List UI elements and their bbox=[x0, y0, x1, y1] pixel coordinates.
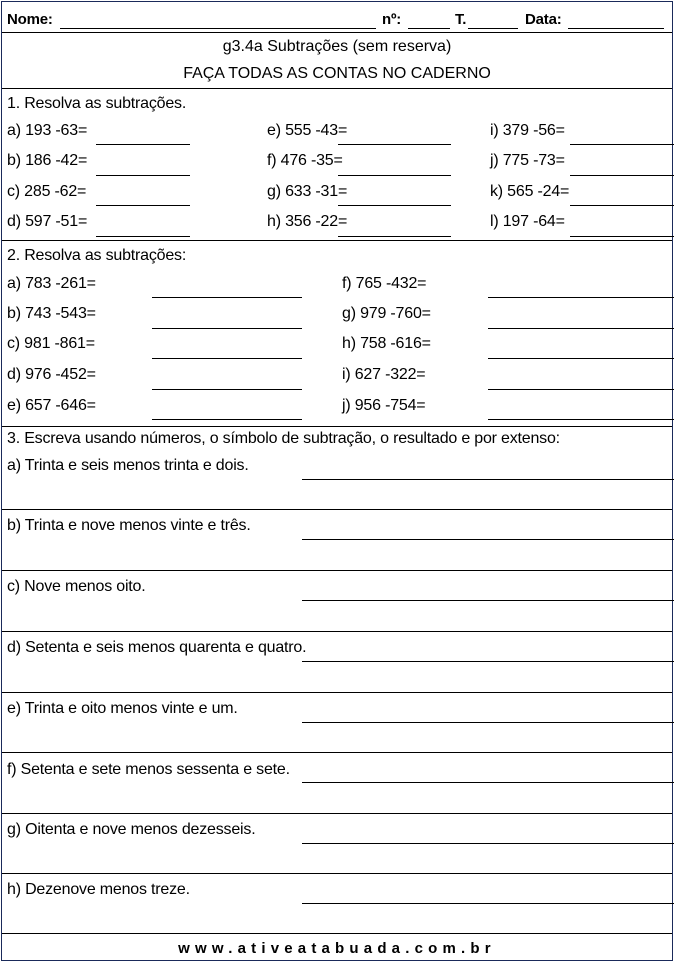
answer-line[interactable] bbox=[570, 236, 674, 237]
exercise-c: c) 285 -62= bbox=[7, 183, 87, 200]
number-field[interactable] bbox=[408, 28, 450, 29]
number-label: nº: bbox=[382, 11, 402, 28]
answer-line[interactable] bbox=[488, 297, 674, 298]
exercise-e: e) 555 -43= bbox=[267, 122, 348, 139]
answer-line[interactable] bbox=[488, 389, 674, 390]
website-footer: www.ativeatabuada.com.br bbox=[178, 940, 496, 957]
answer-line-full[interactable] bbox=[2, 509, 672, 510]
answer-line-full[interactable] bbox=[2, 813, 672, 814]
exercise-j: j) 775 -73= bbox=[490, 152, 565, 169]
answer-line[interactable] bbox=[302, 661, 674, 662]
answer-line[interactable] bbox=[302, 479, 674, 480]
section-divider bbox=[2, 426, 672, 427]
answer-line-full[interactable] bbox=[2, 570, 672, 571]
exercise-h: h) 356 -22= bbox=[267, 213, 348, 230]
exercise-i: i) 627 -322= bbox=[342, 366, 426, 383]
answer-line[interactable] bbox=[488, 419, 674, 420]
word-problem-a: a) Trinta e seis menos trinta e dois. bbox=[7, 457, 249, 474]
exercise-f: f) 765 -432= bbox=[342, 275, 427, 292]
answer-line[interactable] bbox=[338, 205, 451, 206]
exercise-b: b) 186 -42= bbox=[7, 152, 88, 169]
answer-line[interactable] bbox=[302, 782, 674, 783]
name-label: Nome: bbox=[7, 11, 53, 28]
exercise-d: d) 597 -51= bbox=[7, 213, 88, 230]
answer-line[interactable] bbox=[96, 175, 190, 176]
answer-line-full[interactable] bbox=[2, 933, 672, 934]
answer-line[interactable] bbox=[338, 236, 451, 237]
answer-line[interactable] bbox=[96, 236, 190, 237]
answer-line[interactable] bbox=[570, 175, 674, 176]
answer-line-full[interactable] bbox=[2, 752, 672, 753]
worksheet bbox=[1, 1, 673, 961]
answer-line[interactable] bbox=[302, 539, 674, 540]
word-problem-h: h) Dezenove menos treze. bbox=[7, 881, 190, 898]
answer-line[interactable] bbox=[152, 328, 302, 329]
exercise-g: g) 633 -31= bbox=[267, 183, 348, 200]
answer-line[interactable] bbox=[152, 358, 302, 359]
section-divider bbox=[2, 240, 672, 241]
answer-line[interactable] bbox=[488, 358, 674, 359]
answer-line[interactable] bbox=[96, 205, 190, 206]
class-field[interactable] bbox=[468, 28, 518, 29]
header-divider bbox=[2, 32, 672, 33]
exercise-h: h) 758 -616= bbox=[342, 335, 431, 352]
exercise-a: a) 783 -261= bbox=[7, 275, 96, 292]
word-problem-b: b) Trinta e nove menos vinte e três. bbox=[7, 517, 251, 534]
worksheet-title: g3.4a Subtrações (sem reserva) bbox=[222, 38, 452, 55]
worksheet-instruction: FAÇA TODAS AS CONTAS NO CADERNO bbox=[183, 65, 491, 82]
date-field[interactable] bbox=[568, 28, 664, 29]
exercise-d: d) 976 -452= bbox=[7, 366, 96, 383]
answer-line[interactable] bbox=[302, 843, 674, 844]
class-label: T. bbox=[455, 11, 467, 28]
date-label: Data: bbox=[525, 11, 562, 28]
exercise-e: e) 657 -646= bbox=[7, 397, 96, 414]
section-1-heading: 1. Resolva as subtrações. bbox=[7, 95, 187, 112]
name-field[interactable] bbox=[60, 28, 376, 29]
section-3-heading: 3. Escreva usando números, o símbolo de subtração, o resultado e por extenso: bbox=[7, 430, 560, 447]
answer-line[interactable] bbox=[488, 328, 674, 329]
exercise-i: i) 379 -56= bbox=[490, 122, 565, 139]
answer-line[interactable] bbox=[152, 297, 302, 298]
answer-line-full[interactable] bbox=[2, 631, 672, 632]
word-problem-g: g) Oitenta e nove menos dezesseis. bbox=[7, 821, 256, 838]
title-divider bbox=[2, 88, 672, 89]
word-problem-f: f) Setenta e sete menos sessenta e sete. bbox=[7, 761, 290, 778]
exercise-a: a) 193 -63= bbox=[7, 122, 88, 139]
section-2-heading: 2. Resolva as subtrações: bbox=[7, 247, 187, 264]
answer-line[interactable] bbox=[152, 389, 302, 390]
exercise-j: j) 956 -754= bbox=[342, 397, 426, 414]
word-problem-e: e) Trinta e oito menos vinte e um. bbox=[7, 700, 238, 717]
word-problem-d: d) Setenta e seis menos quarenta e quatro. bbox=[7, 639, 307, 656]
answer-line[interactable] bbox=[96, 144, 190, 145]
exercise-c: c) 981 -861= bbox=[7, 335, 95, 352]
answer-line[interactable] bbox=[152, 419, 302, 420]
answer-line[interactable] bbox=[570, 144, 674, 145]
word-problem-c: c) Nove menos oito. bbox=[7, 578, 146, 595]
answer-line[interactable] bbox=[338, 144, 451, 145]
exercise-l: l) 197 -64= bbox=[490, 213, 565, 230]
exercise-b: b) 743 -543= bbox=[7, 305, 96, 322]
answer-line[interactable] bbox=[302, 903, 674, 904]
answer-line-full[interactable] bbox=[2, 692, 672, 693]
answer-line[interactable] bbox=[302, 600, 674, 601]
answer-line[interactable] bbox=[338, 175, 451, 176]
exercise-g: g) 979 -760= bbox=[342, 305, 431, 322]
answer-line[interactable] bbox=[302, 722, 674, 723]
answer-line[interactable] bbox=[570, 205, 674, 206]
answer-line-full[interactable] bbox=[2, 873, 672, 874]
exercise-k: k) 565 -24= bbox=[490, 183, 570, 200]
exercise-f: f) 476 -35= bbox=[267, 152, 343, 169]
